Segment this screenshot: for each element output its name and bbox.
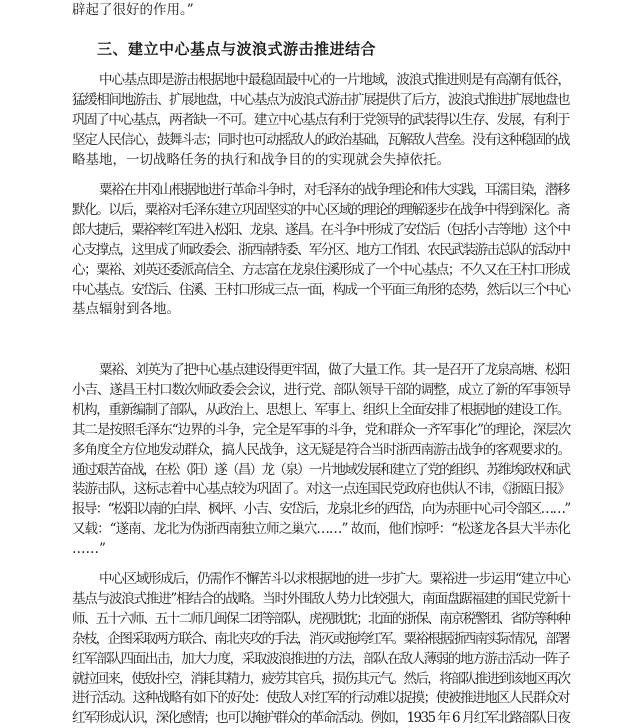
paragraph-3-line: 多角度全方位地发动群众，搞人民战争，这无疑是符合当时浙西南游击战争的客观要求的。 xyxy=(72,441,570,458)
paragraph-4-line: 杂枝，企图采取两方联合、南北夹攻的手法，消灭或拖垮红军。粟裕根据浙西南实际情况，部署 xyxy=(72,630,570,647)
paragraph-3-line: 其二是按照毛泽东“边界的斗争，完全是军事的斗争，党和群众一齐军事化”的理论，深层次 xyxy=(72,421,571,438)
paragraph-4-line: 进行活动。这种战略有如下的好处：使敌人对红军的行动难以捉摸；使被推进地区人民群众对 xyxy=(72,690,570,707)
paragraph-3-line: 报导：“松阳以南的白岸、枫坪、小吉、安岱后，龙泉北乡的西岱，向为赤匪中心司令部区……” xyxy=(72,501,570,518)
paragraph-4-line: 中心区域形成后，仍需作不懈苦斗以求根据地的进一步扩大。粟裕进一步运用“建立中心 xyxy=(99,571,570,587)
paragraph-3-line: 通过艰苦奋战，在松（阳）遂（昌）龙（泉）一片地域发展和建立了党的组织、苏维埃政权和武 xyxy=(72,461,570,478)
paragraph-1-line: 中心基点即是游击根据地中最稳固最中心的一片地域，波浪式推进则是有高潮有低谷， xyxy=(99,72,570,88)
paragraph-2-line: 基点辐射到各地。 xyxy=(72,301,180,318)
paragraph-2-line: 粟裕在井冈山根据地进行革命斗争时，对毛泽东的战争理论和伟大实践，耳濡目染，潜移 xyxy=(99,182,570,198)
paragraph-2-line: 中心基点。安岱后、住溪、王村口形成三点一面，构成一个平面三角形的态势，然后以三个中心 xyxy=(72,281,570,298)
paragraph-4-line: 就拉回来，使敌扑空，消耗其精力，疲劳其官兵，损伤其元气。然后，将部队推进到该地区再次 xyxy=(72,670,570,687)
paragraph-2-line: 默化。以后，粟裕对毛泽东建立巩固坚实的中心区域的理论的理解逐步在战争中得到深化。斋 xyxy=(72,201,570,218)
paragraph-2-line: 心支撑点，这里成了师政委会、浙西南特委、军分区、地方工作团、农民武装游击总队的活动中 xyxy=(72,241,570,258)
paragraph-3-line: 装游击队，这标志着中心基点较为巩固了。对这一点连国民党政府也供认不讳，《浙瓯日报》 xyxy=(72,481,570,498)
paragraph-3-line: 又载：“遂南、龙北为伪浙西南独立师之巢穴……” 故而，他们惊呼：“松遂龙各县大半赤化 xyxy=(72,521,571,538)
paragraph-1-line: 猛缓相间地游击、扩展地盘，中心基点为波浪式游击扩展提供了后方，波浪式推进扩展地盘也 xyxy=(72,91,570,108)
paragraph-3-line: ……” xyxy=(72,541,106,558)
paragraph-1-line: 坚定人民信心，鼓舞斗志；同时也可动摇敌人的政治基础，瓦解敌人营垒。没有这种稳固的战 xyxy=(72,131,570,148)
paragraph-4-line: 基点与波浪式推进”相结合的战略。当时外围敌人势力比较强大，南面盘踞福建的国民党新十 xyxy=(72,590,570,607)
paragraph-4-line: 师、五十六师、五十二师几闽保二团等部队，虎视眈眈；北面的浙保、南京税警团、省防等种种 xyxy=(72,610,570,627)
paragraph-3-line: 小吉、遂昌王村口数次师政委会会议，进行党、部队领导干部的调整，成立了新的军事领导 xyxy=(72,381,570,398)
paragraph-2-line: 郎大捷后，粟裕率红军进入松阳、龙泉、遂昌。在斗争中形成了安岱后（包括小吉等地）这个中 xyxy=(72,221,570,238)
paragraph-4-line: 红军部队四面出击，加大力度，采取波浪推进的方法，部队在敌人薄弱的地方游击活动一阵子 xyxy=(72,650,570,667)
top-text-fragment: 辟起了很好的作用。” xyxy=(72,2,194,18)
section-heading: 三、建立中心基点与波浪式游击推进结合 xyxy=(97,40,377,58)
paragraph-2-line: 心；粟裕、刘英还委派高信全、方志富在龙泉住溪形成了一个中心基点；不久又在王村口形成 xyxy=(72,261,570,278)
paragraph-4-line: 红军形成认识，深化感情；也可以掩护群众的革命活动。例如，1935 年 6 月红军北路部队日夜 xyxy=(72,710,570,727)
paragraph-3-line: 粟裕、刘英为了把中心基点建设得更牢固，做了大量工作。其一是召开了龙泉高塘、松阳 xyxy=(99,362,570,378)
paragraph-1-line: 巩固了中心基点，两者缺一不可。建立中心基点有利于党领导的武装得以生存、发展，有利于 xyxy=(72,111,570,128)
paragraph-3-line: 机构，重新编制了部队，从政治上、思想上、军事上、组织上全面安排了根据地的建设工作。 xyxy=(72,401,570,418)
paragraph-1-line: 略基地，一切战略任务的执行和战争目的的实现就会失掉依托。 xyxy=(72,151,450,168)
